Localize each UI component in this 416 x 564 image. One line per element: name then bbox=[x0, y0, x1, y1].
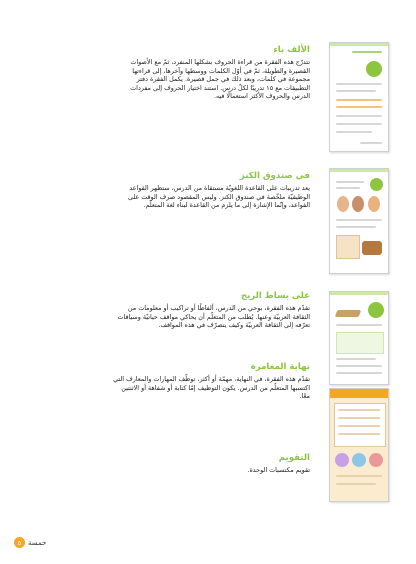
thumbnail-evaluation-page bbox=[329, 388, 389, 502]
thumbnail-magic-carpet-page bbox=[329, 291, 389, 385]
page-number-badge bbox=[14, 537, 25, 548]
section-title: في صندوق الكنز bbox=[239, 171, 310, 181]
section-title: الألف باء bbox=[273, 45, 310, 55]
page-number: ٥ bbox=[17, 538, 22, 547]
section-title: نهاية المغامرة bbox=[250, 362, 310, 372]
child-illustration bbox=[368, 196, 380, 212]
section-body: تقدّم هذه الفقرة، بوحي من الدرس، ألفاظًا أو تراكيب أو معلومات من الثقافة العربيّة وعنها. يُطلب من المتعلّم أن يحاكي مواقف حياتيّة وسياقات تعرّفه إلى الثقافة العربيّة وكيف يتصرّف في هذه المواقف. bbox=[117, 304, 310, 330]
section-evaluation bbox=[112, 453, 310, 475]
treasure-chest-illustration bbox=[362, 241, 382, 255]
picture-illustration bbox=[352, 453, 366, 467]
child-illustration bbox=[337, 196, 349, 212]
page-badge bbox=[368, 302, 384, 318]
section-body: تقدّم هذه الفقرة، في النهاية، مهمّة أو أكثر، توظّف المهارات والمعارف التي اكتسبها المتعلّم من الدرس. يكون التوظيف إمّا كتابة أو شفاهة أو الاثنتين معًا. bbox=[113, 375, 310, 401]
page-footer bbox=[14, 537, 46, 548]
child-illustration bbox=[352, 196, 364, 212]
carpet-illustration bbox=[335, 310, 362, 317]
section-alef-ba bbox=[112, 45, 310, 101]
section-title: التقويم bbox=[278, 453, 310, 463]
thumbnail-treasure-box-page bbox=[329, 168, 389, 274]
thumbnail-alef-ba-page bbox=[329, 42, 389, 152]
section-end-of-adventure bbox=[112, 362, 310, 401]
page-word: خمسة bbox=[28, 538, 47, 547]
section-title: على بساط الريح bbox=[240, 291, 310, 301]
picture-illustration bbox=[369, 453, 383, 467]
section-treasure-box bbox=[112, 171, 310, 210]
page-badge bbox=[370, 178, 383, 191]
section-body: تقويم مكتسبات الوحدة. bbox=[247, 466, 310, 474]
section-body: تتدرّج هذه الفقرة من قراءة الحروف بشكلها المنفرد، ثمّ مع الأصوات القصيرة والطويلة، ثمّ في أوّل الكلمات ووسطها وآخرها، إلى قراءتها مجموعة في كلمات، وبعد ذلك في جمل قصيرة. يكمل الفقرة دفتر التطبيقات مع ١٥ تدريبًا لكلّ درس. استند اختيار الحروف إلى مفردات الدرس والحروف الأكثر استعمالًا فيه. bbox=[130, 58, 310, 101]
section-body: يعد تدريبات على القاعدة اللغويّة مستقاة من الدرس، ستظهر القواعد الوظيفيّة ملخّصة في صندوق الكنز. وليس المقصود صرف الوقت على القواعد، وإنّما الإشارة إلى ما يلزم من القاعدة لبناء لغة المتعلّم. bbox=[127, 184, 310, 210]
exercise-box bbox=[336, 332, 384, 354]
scroll-illustration bbox=[336, 235, 360, 259]
section-magic-carpet bbox=[112, 291, 310, 330]
page-badge bbox=[366, 61, 382, 77]
picture-illustration bbox=[335, 453, 349, 467]
